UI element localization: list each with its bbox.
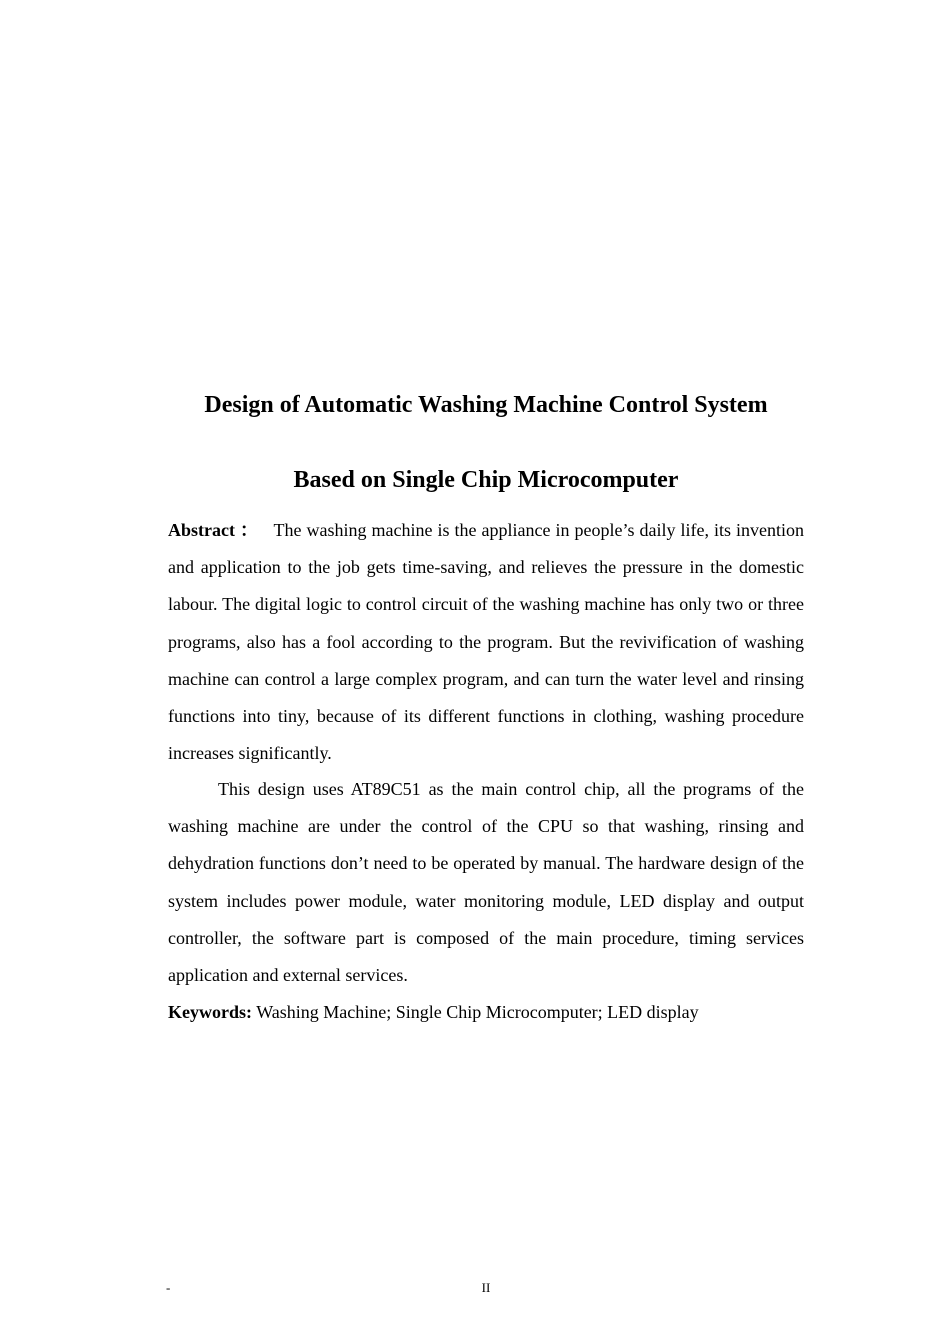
keywords-text: Washing Machine; Single Chip Microcomputer; LED display <box>256 1002 699 1022</box>
page-number: II <box>481 1280 491 1295</box>
keywords-paragraph <box>168 994 804 1031</box>
title-line-1: Design of Automatic Washing Machine Control System <box>204 392 768 418</box>
title-line-2: Based on Single Chip Microcomputer <box>293 467 679 493</box>
keywords-label: Keywords: <box>168 1002 252 1022</box>
footer-left-mark: - <box>166 1280 171 1295</box>
abstract-label: Abstract <box>168 520 235 540</box>
abstract-separator: ： <box>234 520 259 540</box>
abstract-paragraph <box>168 512 804 772</box>
abstract-text: The washing machine is the appliance in people’s daily life, its invention and application to the job gets time-saving, and relieves the pressure in the domestic labour. The digital logic to control circuit of the washing machine has only two or three programs, also has a fool according to the program. But the revivification of washing machine can control a large complex program, and can turn the water level and rinsing functions into tiny, because of its different functions in clothing, washing procedure increases significantly. <box>168 520 805 764</box>
design-paragraph: This design uses AT89C51 as the main control chip, all the programs of the washing machine are under the control of the CPU so that washing, rinsing and dehydration functions don’t need to be operated by manual. The hardware design of the system includes power module, water monitoring module, LED display and output controller, the software part is composed of the main procedure, timing services application and external services. <box>168 779 804 986</box>
